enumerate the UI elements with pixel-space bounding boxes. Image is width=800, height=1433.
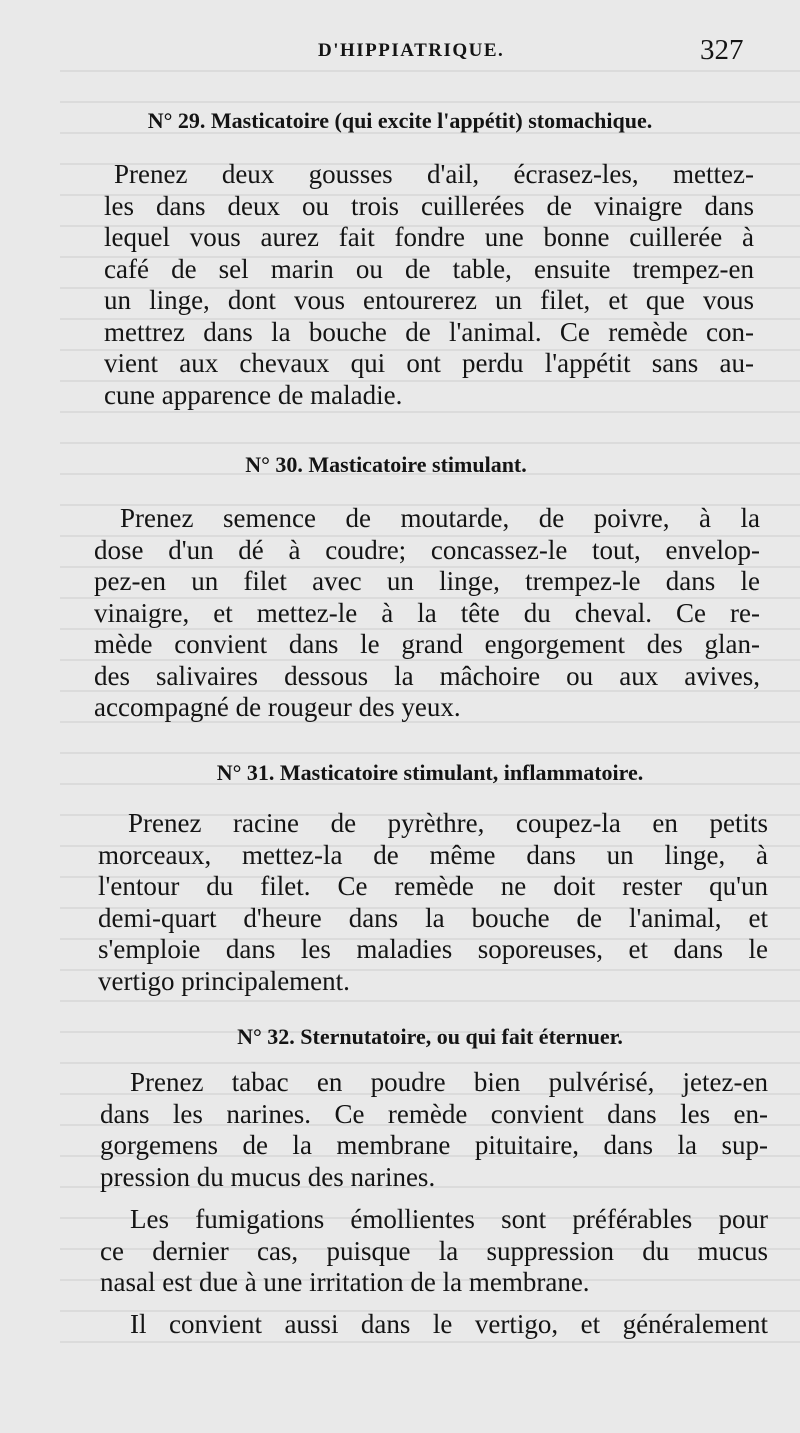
text-line: cune apparence de maladie. — [104, 379, 403, 410]
text-line: les dans deux ou trois cuillerées de vinaigre dans — [104, 190, 754, 221]
text-line: Prenez semence de moutarde, de poivre, à la — [120, 503, 760, 533]
text-line: s'emploie dans les maladies soporeuses, et dans le — [98, 934, 768, 964]
text-line: morceaux, mettez-la de même dans un linge, à — [98, 839, 768, 870]
text-line: dose d'un dé à coudre; concassez-le tout, envelop- — [94, 534, 760, 565]
section-heading-29: N° 29. Masticatoire (qui excite l'appétit) stomachique. — [147, 108, 653, 133]
text-line: nasal est due à une irritation de la membrane. — [100, 1267, 590, 1297]
text-line: vinaigre, et mettez-le à la tête du cheval. Ce re- — [94, 597, 760, 628]
paragraph-29 — [104, 159, 754, 411]
running-title: D'HIPPIATRIQUE. — [318, 40, 505, 61]
text-line: un linge, dont vous entourerez un filet, et que vous — [104, 285, 754, 315]
paragraph-31 — [98, 808, 768, 997]
text-line: dans les narines. Ce remède convient dans les en- — [100, 1098, 768, 1129]
text-line: ce dernier cas, puisque la suppression du mucus — [100, 1235, 768, 1266]
text-line: Prenez deux gousses d'ail, écrasez-les, mettez- — [114, 159, 754, 189]
text-line: demi-quart d'heure dans la bouche de l'animal, et — [98, 902, 768, 933]
text-line: l'entour du filet. Ce remède ne doit rester qu'un — [98, 871, 768, 901]
text-line: vertigo principalement. — [98, 965, 350, 996]
paragraph-32a — [100, 1067, 768, 1193]
text-line: Il convient aussi dans le vertigo, et généralement — [130, 1309, 768, 1339]
paragraph-32c — [100, 1309, 768, 1341]
text-line: pression du mucus des narines. — [100, 1161, 436, 1192]
text-line: Les fumigations émollientes sont préférables pour — [130, 1204, 768, 1234]
text-line: pez-en un filet avec un linge, trempez-le dans le — [94, 566, 760, 596]
text-line: gorgemens de la membrane pituitaire, dans la sup- — [100, 1130, 768, 1160]
page-number: 327 — [700, 34, 744, 66]
text-line: accompagné de rougeur des yeux. — [94, 692, 461, 722]
paragraph-30 — [94, 503, 760, 724]
text-line: café de sel marin ou de table, ensuite trempez-en — [104, 253, 754, 284]
paragraph-32b — [100, 1204, 768, 1299]
text-line: des salivaires dessous la mâchoire ou aux avives, — [94, 660, 760, 691]
section-heading-30: N° 30. Masticatoire stimulant. — [245, 452, 527, 477]
section-heading-31: N° 31. Masticatoire stimulant, inflammatoire. — [216, 760, 644, 785]
text-line: vient aux chevaux qui ont perdu l'appétit sans au- — [104, 348, 754, 378]
section-heading-32: N° 32. Sternutatoire, ou qui fait éternuer. — [237, 1024, 623, 1049]
text-line: mède convient dans le grand engorgement des glan- — [94, 629, 760, 659]
text-line: Prenez racine de pyrèthre, coupez-la en petits — [128, 808, 768, 838]
page-header — [0, 34, 800, 74]
text-line: Prenez tabac en poudre bien pulvérisé, jetez-en — [130, 1067, 768, 1097]
text-line: lequel vous aurez fait fondre une bonne cuillerée à — [104, 222, 754, 252]
text-line: mettrez dans la bouche de l'animal. Ce remède con- — [104, 316, 754, 347]
